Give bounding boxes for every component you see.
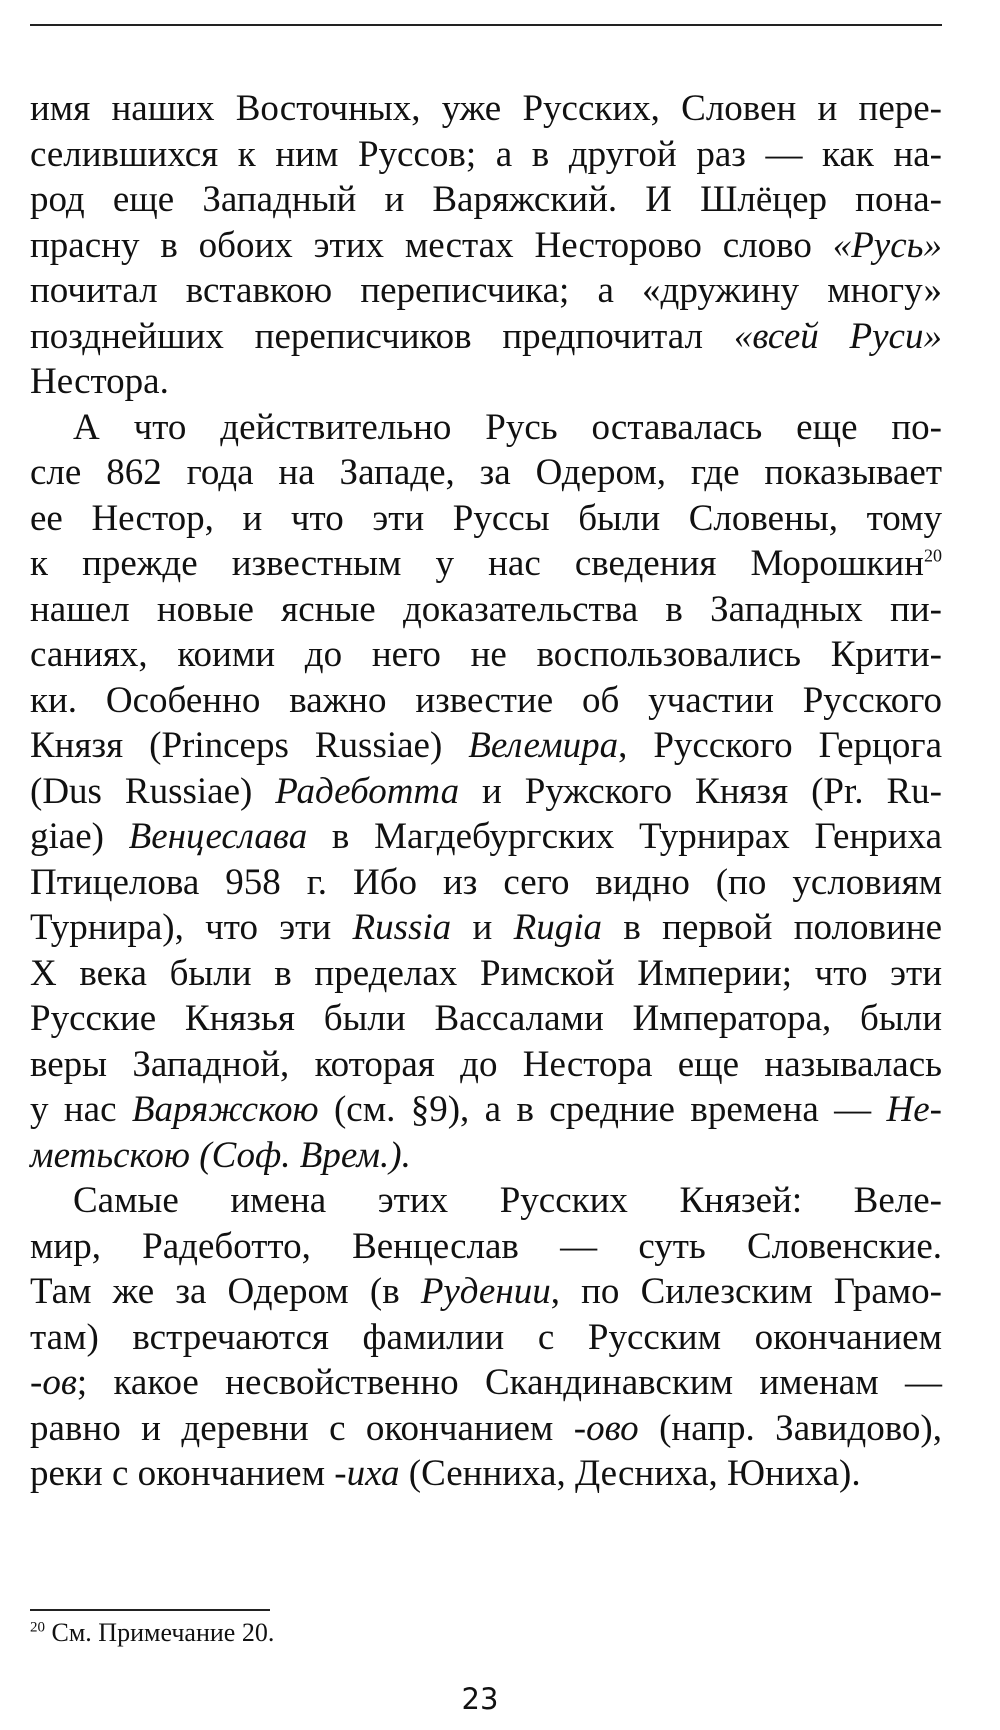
italic-text: Велемира xyxy=(468,725,619,766)
text-line: мир, Радеботто, Венцеслав — суть Словенские. xyxy=(30,1225,942,1267)
italic-text: -ов xyxy=(30,1362,77,1403)
text-line: Птицелова 958 г. Ибо из сего видно (по условиям xyxy=(30,861,942,903)
italic-text: -ово xyxy=(573,1407,639,1449)
text-line xyxy=(30,1133,942,1179)
footnote-text: См. Примечание 20. xyxy=(51,1618,275,1647)
footnote-reference: 20 xyxy=(924,545,942,566)
paragraph xyxy=(30,405,942,1179)
text-line: X века были в пределах Римской Империи; что эти xyxy=(30,952,942,994)
main-text xyxy=(30,86,942,1497)
header-rule xyxy=(30,24,942,26)
text-line: Турнира), что эти Russia и Rugia в первой половине xyxy=(30,907,942,948)
paragraph xyxy=(30,86,942,405)
paragraph xyxy=(30,1178,942,1497)
text-line: прасну в обоих этих местах Несторово слово «Русь» xyxy=(30,224,942,266)
text-line: веры Западной, которая до Нестора еще называлась xyxy=(30,1043,942,1085)
text-line: там) встречаются фамилии с Русским окончанием xyxy=(30,1316,942,1358)
page-number: 23 xyxy=(461,1682,499,1716)
italic-text: Рудении xyxy=(420,1271,551,1312)
text-line: Самые имена этих Русских Князей: Веле- xyxy=(73,1180,942,1221)
text-line: giae) Венцеслава в Магдебургских Турнирах Генриха xyxy=(30,816,942,857)
text-line: саниях, коими до него не воспользовались Крити- xyxy=(30,634,942,675)
text-line: -ов; какое несвойственно Скандинавским именам — xyxy=(30,1362,942,1403)
footnote-rule xyxy=(30,1609,270,1611)
text-line: А что действительно Русь оставалась еще по- xyxy=(73,406,942,448)
italic-text: Венцеслава xyxy=(128,816,308,857)
footnote xyxy=(30,1617,274,1649)
text-line: позднейших переписчиков предпочитал «всей Руси» xyxy=(30,315,942,357)
italic-text: «Русь» xyxy=(832,224,942,266)
text-line: ее Нестор, и что эти Руссы были Словены, тому xyxy=(30,497,942,539)
text-line: Русские Князья были Вассалами Императора, были xyxy=(30,998,942,1039)
text-line: сле 862 года на Западе, за Одером, где показывает xyxy=(30,452,942,493)
text-line: (Dus Russiae) Радеботта и Ружского Князя (Pr. Ru- xyxy=(30,770,942,812)
text-line: род еще Западный и Варяжский. И Шлёцер пона- xyxy=(30,179,942,220)
text-line: у нас Варяжскою (см. §9), а в средние времена — Не- xyxy=(30,1089,942,1130)
text-line: имя наших Восточных, уже Русских, Словен и пере- xyxy=(30,88,942,129)
italic-text: Russia xyxy=(352,907,452,948)
text-line: к прежде известным у нас сведения Морошкин$^{20}$ xyxy=(30,543,942,584)
italic-text: Радеботта xyxy=(275,770,460,812)
text-line: Князя (Princeps Russiae) Велемира, Русского Герцога xyxy=(30,725,942,766)
text-line: Там же за Одером (в Рудении, по Силезским Грамо- xyxy=(30,1271,942,1312)
text-line: реки с окончанием -иха (Сенниха, Десниха, Юниха). xyxy=(30,1453,861,1494)
italic-text: Не- xyxy=(886,1089,942,1130)
text-line: ки. Особенно важно известие об участии Русского xyxy=(30,679,942,721)
text-line: Нестора. xyxy=(30,361,169,402)
text-line: равно и деревни с окончанием -ово (напр. Завидово), xyxy=(30,1407,942,1449)
italic-text: Rugia xyxy=(513,907,603,948)
italic-text: Варяжскою xyxy=(131,1089,319,1130)
text-line: почитал вставкою переписчика; а «дружину многу» xyxy=(30,270,942,311)
italic-text: -иха xyxy=(334,1453,400,1494)
text-line: нашел новые ясные доказательства в Западных пи- xyxy=(30,588,942,630)
footnote-marker: 20 xyxy=(30,1619,45,1636)
italic-text: «всей Руси» xyxy=(733,315,942,357)
italic-text: метьскою (Соф. Врем.). xyxy=(30,1134,411,1176)
text-line: селившихся к ним Руссов; а в другой раз — как на- xyxy=(30,133,942,175)
